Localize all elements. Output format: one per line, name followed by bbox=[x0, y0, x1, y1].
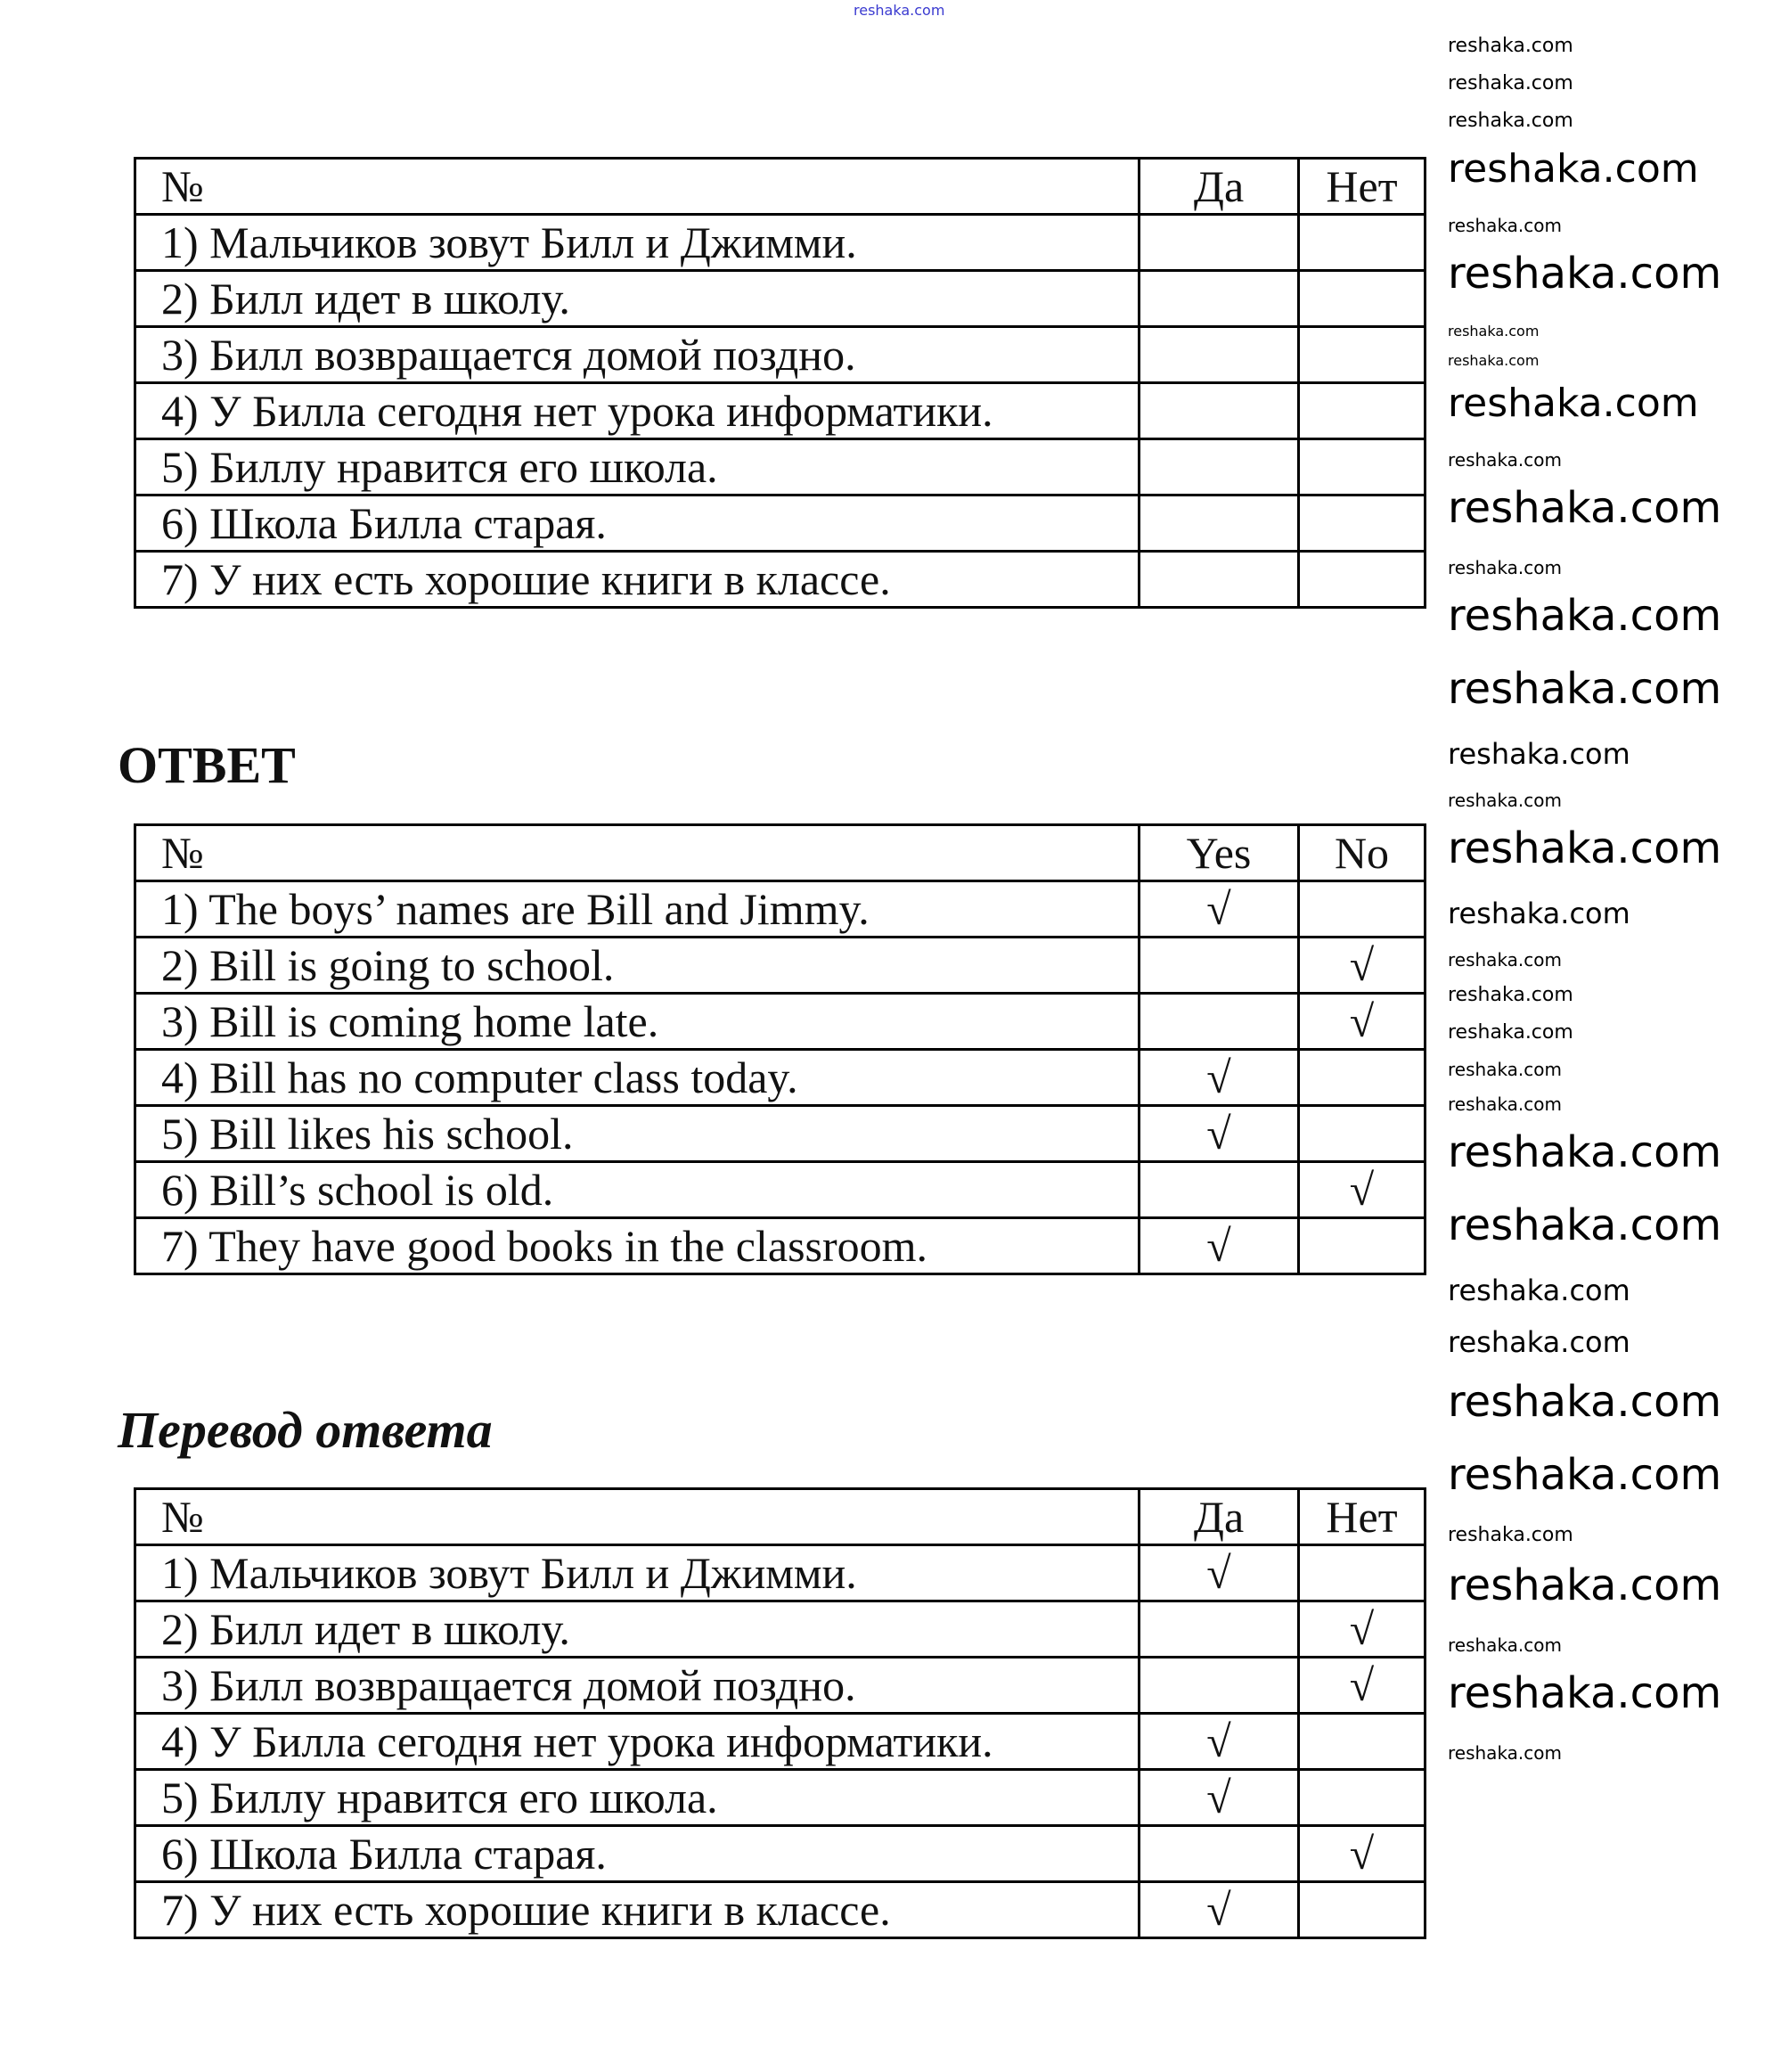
yes-cell bbox=[1140, 271, 1299, 327]
table-row bbox=[135, 1162, 1425, 1218]
no-check: √ bbox=[1299, 1658, 1425, 1714]
no-check: √ bbox=[1299, 938, 1425, 994]
watermark-text: reshaka.com bbox=[1448, 1524, 1573, 1546]
watermark-text: reshaka.com bbox=[1448, 35, 1573, 57]
yes-check: √ bbox=[1140, 1545, 1299, 1601]
statement: 7) У них есть хорошие книги в классе. bbox=[135, 1882, 1140, 1938]
watermark-text: reshaka.com bbox=[1448, 1274, 1630, 1307]
statement: 5) Биллу нравится его школа. bbox=[135, 439, 1140, 495]
statement: 6) Bill’s school is old. bbox=[135, 1162, 1140, 1218]
table-row bbox=[135, 1770, 1425, 1826]
table-row bbox=[135, 1050, 1425, 1106]
table-row bbox=[135, 1882, 1425, 1938]
yes-check bbox=[1140, 1826, 1299, 1882]
no-cell bbox=[1299, 495, 1425, 552]
watermark-text: reshaka.com bbox=[1448, 72, 1573, 94]
no-check: √ bbox=[1299, 1601, 1425, 1658]
table-row bbox=[135, 383, 1425, 439]
yes-check: √ bbox=[1140, 881, 1299, 938]
site-watermark-top: reshaka.com bbox=[854, 2, 945, 19]
no-check bbox=[1299, 1106, 1425, 1162]
watermark-text: reshaka.com bbox=[1448, 984, 1573, 1006]
yes-check bbox=[1140, 994, 1299, 1050]
table-row bbox=[135, 552, 1425, 608]
no-check bbox=[1299, 1770, 1425, 1826]
header-number: № bbox=[135, 825, 1140, 881]
watermark-text: reshaka.com bbox=[1448, 323, 1540, 340]
statement: 1) The boys’ names are Bill and Jimmy. bbox=[135, 881, 1140, 938]
watermark-text: reshaka.com bbox=[1448, 1377, 1722, 1427]
no-check bbox=[1299, 1714, 1425, 1770]
watermark-text: reshaka.com bbox=[1448, 483, 1722, 533]
header-row bbox=[135, 1489, 1425, 1545]
statement: 1) Мальчиков зовут Билл и Джимми. bbox=[135, 215, 1140, 271]
table-row bbox=[135, 1826, 1425, 1882]
statement: 7) They have good books in the classroom. bbox=[135, 1218, 1140, 1274]
no-cell bbox=[1299, 215, 1425, 271]
header-number: № bbox=[135, 159, 1140, 215]
watermark-text: reshaka.com bbox=[1448, 1668, 1722, 1718]
answer-title: ОТВЕТ bbox=[118, 736, 296, 794]
yes-check bbox=[1140, 1658, 1299, 1714]
table-row bbox=[135, 1106, 1425, 1162]
yes-check bbox=[1140, 1601, 1299, 1658]
no-check: √ bbox=[1299, 994, 1425, 1050]
no-check: √ bbox=[1299, 1826, 1425, 1882]
no-cell bbox=[1299, 439, 1425, 495]
watermark-text: reshaka.com bbox=[1448, 146, 1699, 192]
task-table bbox=[134, 157, 1426, 609]
watermark-text: reshaka.com bbox=[1448, 591, 1722, 641]
watermark-text: reshaka.com bbox=[1448, 1742, 1562, 1764]
header-yes: Yes bbox=[1140, 825, 1299, 881]
no-check: √ bbox=[1299, 1162, 1425, 1218]
header-yes: Да bbox=[1140, 159, 1299, 215]
watermark-text: reshaka.com bbox=[1448, 897, 1630, 930]
yes-check: √ bbox=[1140, 1882, 1299, 1938]
no-cell bbox=[1299, 383, 1425, 439]
header-no: No bbox=[1299, 825, 1425, 881]
no-check bbox=[1299, 1050, 1425, 1106]
statement: 5) Bill likes his school. bbox=[135, 1106, 1140, 1162]
header-number: № bbox=[135, 1489, 1140, 1545]
table-row bbox=[135, 994, 1425, 1050]
yes-cell bbox=[1140, 552, 1299, 608]
header-no: Нет bbox=[1299, 159, 1425, 215]
table-row bbox=[135, 1218, 1425, 1274]
watermark-text: reshaka.com bbox=[1448, 1021, 1573, 1044]
watermark-text: reshaka.com bbox=[1448, 1325, 1630, 1359]
table-row bbox=[135, 1658, 1425, 1714]
watermark-text: reshaka.com bbox=[1448, 1059, 1562, 1080]
table-row bbox=[135, 1545, 1425, 1601]
yes-cell bbox=[1140, 327, 1299, 383]
watermark-text: reshaka.com bbox=[1448, 823, 1722, 873]
table-row bbox=[135, 1714, 1425, 1770]
statement: 7) У них есть хорошие книги в классе. bbox=[135, 552, 1140, 608]
yes-cell bbox=[1140, 383, 1299, 439]
no-check bbox=[1299, 1218, 1425, 1274]
statement: 2) Билл идет в школу. bbox=[135, 271, 1140, 327]
watermark-text: reshaka.com bbox=[1448, 1560, 1722, 1610]
translation-title: Перевод ответа bbox=[118, 1401, 493, 1459]
yes-check bbox=[1140, 1162, 1299, 1218]
no-check bbox=[1299, 1882, 1425, 1938]
answer-table bbox=[134, 823, 1426, 1275]
statement: 2) Bill is going to school. bbox=[135, 938, 1140, 994]
no-cell bbox=[1299, 552, 1425, 608]
table-row bbox=[135, 495, 1425, 552]
watermark-text: reshaka.com bbox=[1448, 352, 1540, 369]
statement: 4) У Билла сегодня нет урока информатики. bbox=[135, 383, 1140, 439]
statement: 2) Билл идет в школу. bbox=[135, 1601, 1140, 1658]
watermark-text: reshaka.com bbox=[1448, 110, 1573, 132]
yes-cell bbox=[1140, 439, 1299, 495]
table-row bbox=[135, 881, 1425, 938]
yes-check: √ bbox=[1140, 1770, 1299, 1826]
table-row bbox=[135, 1601, 1425, 1658]
yes-check bbox=[1140, 938, 1299, 994]
no-cell bbox=[1299, 327, 1425, 383]
watermark-text: reshaka.com bbox=[1448, 664, 1722, 714]
table-row bbox=[135, 327, 1425, 383]
watermark-text: reshaka.com bbox=[1448, 449, 1562, 471]
no-check bbox=[1299, 881, 1425, 938]
watermark-text: reshaka.com bbox=[1448, 249, 1722, 299]
statement: 3) Билл возвращается домой поздно. bbox=[135, 327, 1140, 383]
no-cell bbox=[1299, 271, 1425, 327]
table-row bbox=[135, 271, 1425, 327]
header-row bbox=[135, 825, 1425, 881]
yes-cell bbox=[1140, 495, 1299, 552]
translation-table bbox=[134, 1487, 1426, 1939]
watermark-text: reshaka.com bbox=[1448, 790, 1562, 811]
yes-check: √ bbox=[1140, 1050, 1299, 1106]
statement: 3) Bill is coming home late. bbox=[135, 994, 1140, 1050]
table-row bbox=[135, 439, 1425, 495]
yes-check: √ bbox=[1140, 1218, 1299, 1274]
watermark-text: reshaka.com bbox=[1448, 1634, 1562, 1656]
watermark-text: reshaka.com bbox=[1448, 557, 1562, 578]
statement: 5) Биллу нравится его школа. bbox=[135, 1770, 1140, 1826]
no-check bbox=[1299, 1545, 1425, 1601]
header-row bbox=[135, 159, 1425, 215]
yes-cell bbox=[1140, 215, 1299, 271]
watermark-text: reshaka.com bbox=[1448, 1450, 1722, 1500]
watermark-text: reshaka.com bbox=[1448, 949, 1562, 970]
statement: 4) Bill has no computer class today. bbox=[135, 1050, 1140, 1106]
watermark-text: reshaka.com bbox=[1448, 737, 1630, 771]
statement: 1) Мальчиков зовут Билл и Джимми. bbox=[135, 1545, 1140, 1601]
statement: 6) Школа Билла старая. bbox=[135, 495, 1140, 552]
yes-check: √ bbox=[1140, 1106, 1299, 1162]
statement: 4) У Билла сегодня нет урока информатики. bbox=[135, 1714, 1140, 1770]
watermark-text: reshaka.com bbox=[1448, 215, 1562, 236]
table-row bbox=[135, 938, 1425, 994]
statement: 6) Школа Билла старая. bbox=[135, 1826, 1140, 1882]
watermark-text: reshaka.com bbox=[1448, 1093, 1562, 1115]
statement: 3) Билл возвращается домой поздно. bbox=[135, 1658, 1140, 1714]
yes-check: √ bbox=[1140, 1714, 1299, 1770]
watermark-text: reshaka.com bbox=[1448, 1127, 1722, 1177]
watermark-text: reshaka.com bbox=[1448, 1200, 1722, 1250]
header-yes: Да bbox=[1140, 1489, 1299, 1545]
header-no: Нет bbox=[1299, 1489, 1425, 1545]
table-row bbox=[135, 215, 1425, 271]
watermark-text: reshaka.com bbox=[1448, 381, 1699, 426]
